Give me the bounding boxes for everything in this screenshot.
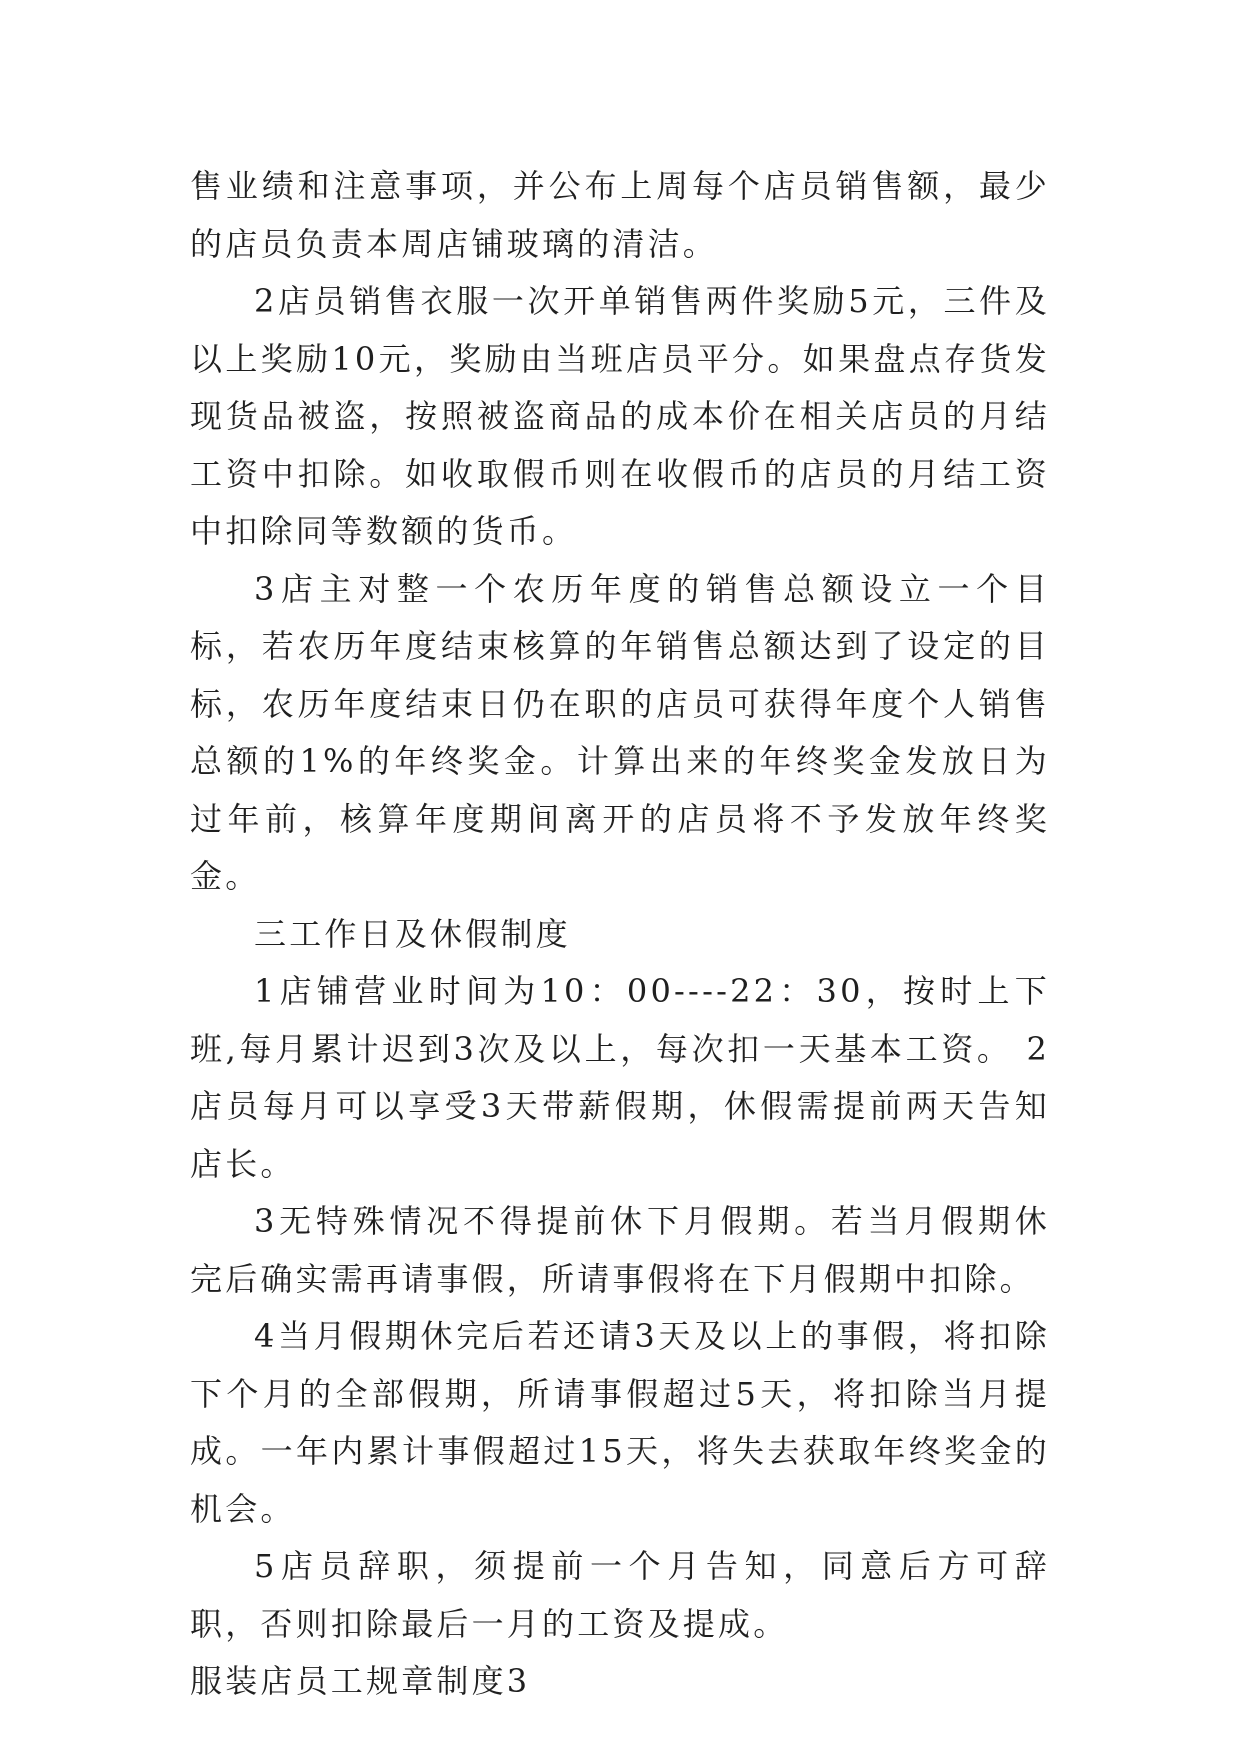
- document-title-part-3: 服装店员工规章制度3: [190, 1662, 531, 1700]
- paragraph-annual-bonus: 3店主对整一个农历年度的销售总额设立一个目标，若农历年度结束核算的年销售总额达到了设定的目标，农历年度结束日仍在职的店员可获得年度个人销售总额的1%的年终奖金。计算出来的年终奖金发放日为过年前，核算年度期间离开的店员将不予发放年终奖金。: [190, 569, 1050, 895]
- paragraph-business-hours: 1店铺营业时间为10：00----22：30，按时上下班,每月累计迟到3次及以上，每次扣一天基本工资。 2店员每月可以享受3天带薪假期，休假需提前两天告知店长。: [190, 972, 1050, 1183]
- paragraph-sales-notice: 售业绩和注意事项，并公布上周每个店员销售额，最少的店员负责本周店铺玻璃的清洁。: [190, 167, 1050, 263]
- document-body: [190, 158, 1050, 1711]
- paragraph-leave-advance: 3无特殊情况不得提前休下月假期。若当月假期休完后确实需再请事假，所请事假将在下月假期中扣除。: [190, 1202, 1050, 1298]
- paragraph-personal-leave: 4当月假期休完后若还请3天及以上的事假，将扣除下个月的全部假期，所请事假超过5天，将扣除当月提成。一年内累计事假超过15天，将失去获取年终奖金的机会。: [190, 1317, 1050, 1528]
- section-heading-workday-leave: 三工作日及休假制度: [254, 914, 571, 953]
- paragraph-sales-reward: 2店员销售衣服一次开单销售两件奖励5元，三件及以上奖励10元，奖励由当班店员平分。如果盘点存货发现货品被盗，按照被盗商品的成本价在相关店员的月结工资中扣除。如收取假币则在收假币的店员的月结工资中扣除同等数额的货币。: [190, 282, 1050, 550]
- paragraph-resignation: 5店员辞职，须提前一个月告知，同意后方可辞职，否则扣除最后一月的工资及提成。: [190, 1547, 1050, 1643]
